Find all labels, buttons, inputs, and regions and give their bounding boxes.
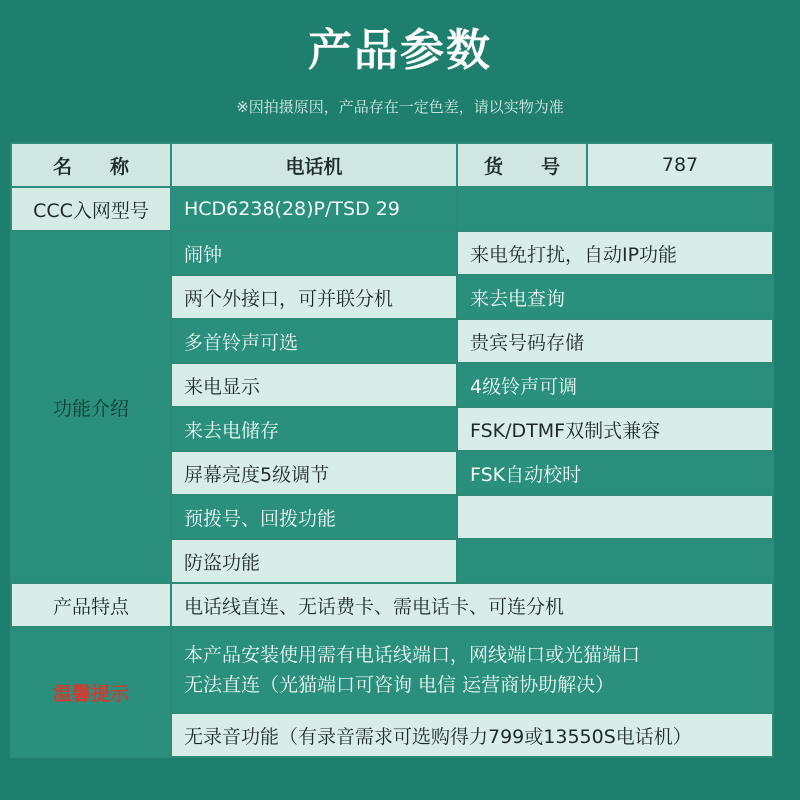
color-disclaimer: ※因拍摄原因，产品存在一定色差，请以实物为准	[236, 98, 564, 116]
table-row-highlights	[11, 583, 773, 627]
name-value: 电话机	[171, 143, 457, 187]
highlights-value: 电话线直连、无话费卡、需电话卡、可连分机	[171, 583, 773, 627]
page-title: 产品参数	[308, 25, 492, 76]
tips-line-3: 无录音功能（有录音需求可选购得力799或13550S电话机）	[171, 713, 773, 757]
feature-right-6: FSK自动校时	[457, 451, 773, 495]
feature-left-3: 多首铃声可选	[171, 319, 457, 363]
feature-left-4: 来电显示	[171, 363, 457, 407]
feature-right-3: 贵宾号码存储	[457, 319, 773, 363]
sku-value: 787	[587, 143, 773, 187]
feature-right-4: 4级铃声可调	[457, 363, 773, 407]
spec-table	[10, 142, 774, 758]
feature-left-8: 防盗功能	[171, 539, 457, 583]
feature-left-1: 闹钟	[171, 231, 457, 275]
feature-left-5: 来去电储存	[171, 407, 457, 451]
feature-right-7	[457, 495, 773, 539]
table-row-tips-a	[11, 627, 773, 713]
tips-block	[171, 627, 773, 713]
ccc-empty	[457, 187, 773, 231]
name-label: 名 称	[11, 143, 171, 187]
tips-line-1: 本产品安装使用需有电话线端口，网线端口或光猫端口	[184, 644, 641, 666]
ccc-value: HCD6238(28)P/TSD 29	[171, 187, 457, 231]
feature-right-5: FSK/DTMF双制式兼容	[457, 407, 773, 451]
feature-left-6: 屏幕亮度5级调节	[171, 451, 457, 495]
sku-label: 货 号	[457, 143, 587, 187]
feature-right-2: 来去电查询	[457, 275, 773, 319]
ccc-label: CCC入网型号	[11, 187, 171, 231]
feature-left-2: 两个外接口，可并联分机	[171, 275, 457, 319]
feature-left-7: 预拨号、回拨功能	[171, 495, 457, 539]
feature-right-8	[457, 539, 773, 583]
table-row-ccc	[11, 187, 773, 231]
highlights-label: 产品特点	[11, 583, 171, 627]
feature-right-1: 来电免打扰，自动IP功能	[457, 231, 773, 275]
feature-row-1	[11, 231, 773, 275]
features-label: 功能介绍	[11, 231, 171, 583]
tips-line-2: 无法直连（光猫端口可咨询 电信 运营商协助解决）	[184, 674, 615, 696]
tips-label: 温馨提示	[11, 627, 171, 757]
table-row-name	[11, 143, 773, 187]
